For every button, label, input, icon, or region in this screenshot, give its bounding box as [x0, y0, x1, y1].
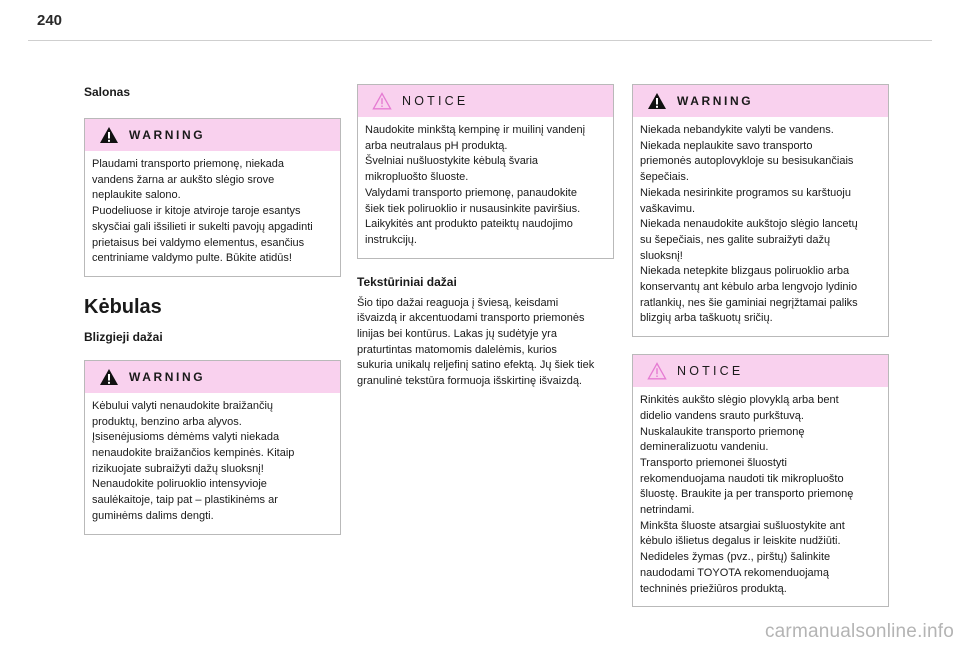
- warning-label: WARNING: [129, 128, 206, 142]
- warning-label: WARNING: [129, 369, 206, 384]
- warning-box-header: [633, 85, 888, 117]
- notice-box-washing: [632, 354, 889, 607]
- body-paragraph: Šio tipo dažai reaguoja į šviesą, keisdami išvaizdą ir akcentuodami transporto priemonės linijas bei kontūrus. Lakas jų sudėtyje yra praturtintas matomomis dalelėmis, kurios sukuria unikalų reljefinį satino efektą. Jų šiek tiek granulinė tekstūra formuoja išskirtinę išvaizdą.: [357, 296, 595, 388]
- warning-triangle-icon: [99, 368, 119, 386]
- section-heading-salonas: Salonas: [84, 85, 131, 99]
- column-3: [632, 84, 889, 607]
- section-heading-teksturiniai: Tekstūriniai dažai: [357, 274, 457, 289]
- warning-box-header: [85, 361, 340, 393]
- warning-label: WARNING: [677, 94, 754, 108]
- warning-box-kebulas: [84, 360, 341, 535]
- header-divider: [28, 40, 932, 41]
- notice-box-header: [633, 355, 888, 387]
- column-1: [84, 84, 341, 535]
- notice-triangle-icon: [372, 92, 392, 110]
- notice-box-cleaning: [357, 84, 614, 259]
- notice-label: NOTICE: [402, 94, 469, 108]
- warning-box-header: [85, 119, 340, 151]
- warning-triangle-icon: [647, 92, 667, 110]
- section-heading-blizgieji: Blizgieji dažai: [84, 329, 163, 344]
- chapter-title: Kėbulas: [84, 295, 162, 318]
- notice-text: Rinkitės aukšto slėgio plovyklą arba bent didelio vandens srauto purkštuvą. Nuskalaukite transporto priemonę demineralizuotu vandeniu. Transporto priemonei šluostyti rekomenduojama naudoti tik mikropluošto šluostę. Braukite ja per transporto priemonę netrindami. Minkšta šluoste atsargiai sušluostykite ant kėbulo išlietus degalus ir leiskite nudžiūti. Nedideles žymas (pvz., pirštų) šalinkite naudodami TOYOTA rekomenduojamą techninės priežiūros produktą.: [640, 394, 854, 595]
- watermark: carmanualsonline.info: [764, 621, 954, 642]
- warning-triangle-icon: [99, 126, 119, 144]
- warning-text: Niekada nebandykite valyti be vandens. Niekada neplaukite savo transporto priemonės autoplovykloje su besisukančiais šepečiais. Niekada nesirinkite programos su karštuoju vaškavimu. Niekada nenaudokite aukštojo slėgio lancetų su šepečiais, nes galite subraižyti dažų sluoksnį! Niekada netepkite blizgaus poliruoklio arba konservantų ant kėbulo arba lengvojo lydinio ratlankių, nes šie gaminiai negrįžtamai paliks blizgių arba taškuotų sričių.: [640, 124, 858, 325]
- page-number: 240: [37, 12, 63, 29]
- column-2: [357, 84, 614, 390]
- warning-box-salonas: [84, 118, 341, 277]
- notice-text: Naudokite minkštą kempinę ir muilinį vandenį arba neutralaus pH produktą. Švelniai nušluostykite kėbulą švaria mikropluošto šluoste. Valydami transporto priemonę, panaudokite šiek tiek poliruoklio ir nusausinkite paviršius. Laikykitės ant produkto pateiktų naudojimo instrukcijų.: [365, 124, 586, 246]
- notice-box-header: [358, 85, 613, 117]
- warning-box-carwash: [632, 84, 889, 337]
- warning-text: Plaudami transporto priemonę, niekada vandens žarna ar aukšto slėgio srove neplaukite salono. Puodeliuose ir kitoje atviroje taroje esantys skysčiai gali išsilieti ir sukelti pavojų apgadinti prietaisus bei valdymo elementus, esančius centriniame valdymo pulte. Būkite atidūs!: [92, 158, 313, 265]
- notice-triangle-icon: [647, 362, 667, 380]
- warning-text: Kėbului valyti nenaudokite braižančių produktų, benzino arba alyvos. Įsisenėjusioms dėmėms valyti niekada nenaudokite braižančios kempinės. Kitaip rizikuojate subraižyti dažų sluoksnį! Nenaudokite poliruoklio intensyvioje saulėkaitoje, taip pat – plastikinėms ar gumінėms dalims dengti.: [92, 399, 295, 522]
- notice-label: NOTICE: [677, 364, 744, 379]
